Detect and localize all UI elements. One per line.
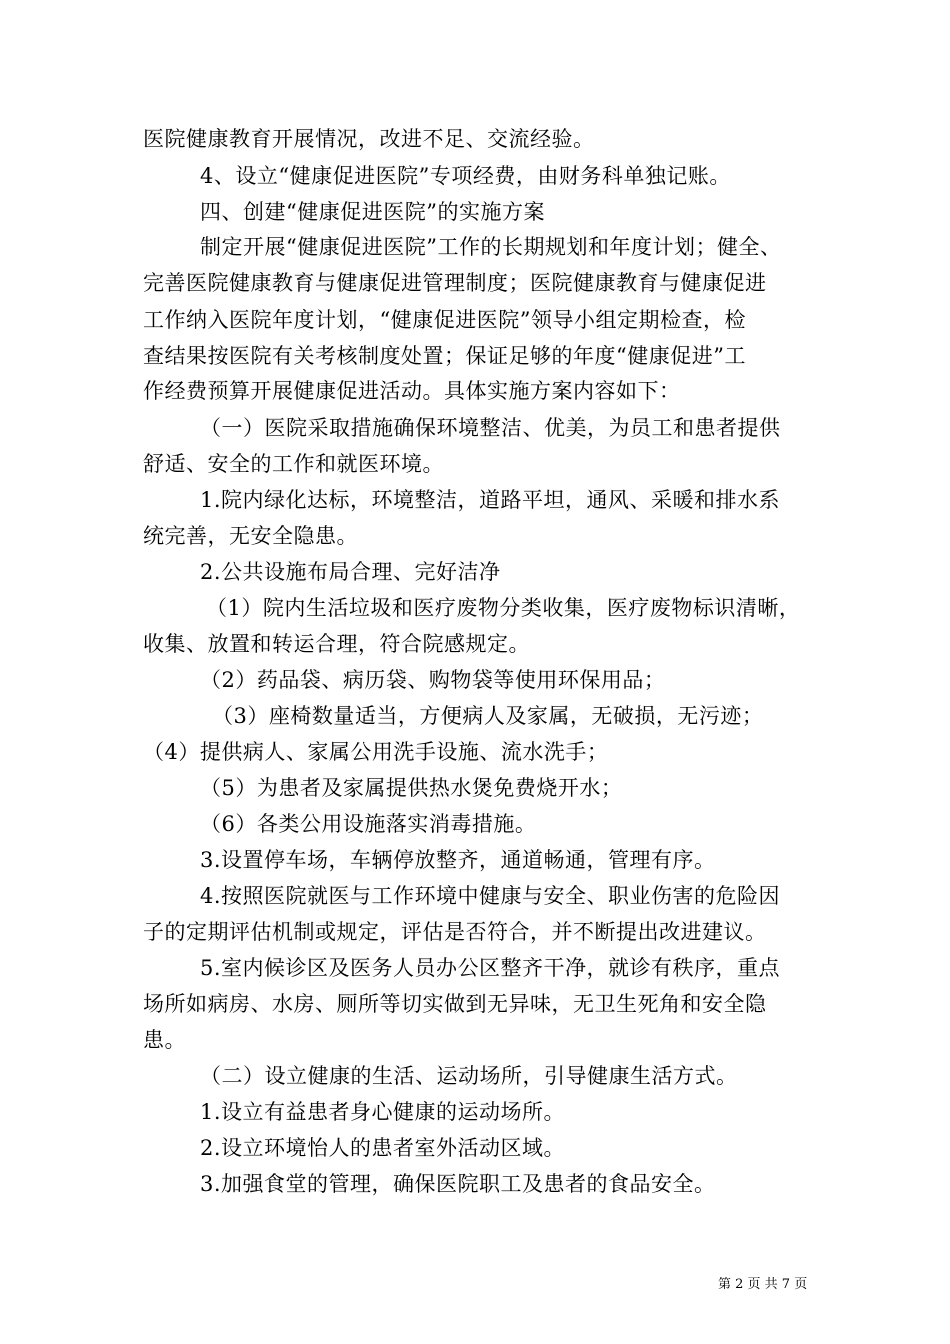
text-line: 舒适、安全的工作和就医环境。 <box>143 452 444 476</box>
text-line: 制定开展“健康促进医院”工作的长期规划和年度计划；健全、 <box>200 235 782 259</box>
text-line: 统完善，无安全隐患。 <box>143 524 358 548</box>
text-line: 医院健康教育开展情况，改进不足、交流经验。 <box>143 127 595 151</box>
text-line: （6）各类公用设施落实消毒措施。 <box>200 812 537 836</box>
text-line: （3）座椅数量适当，方便病人及家属，无破损，无污迹； <box>212 704 764 728</box>
subsection-heading: （一）医院采取措施确保环境整洁、优美，为员工和患者提供 <box>200 416 781 440</box>
text-line: 收集、放置和转运合理，符合院感规定。 <box>143 632 530 656</box>
text-line: （5）为患者及家属提供热水煲免费烧开水； <box>200 776 623 800</box>
text-line: 3.设置停车场，车辆停放整齐，通道畅通，管理有序。 <box>200 848 716 872</box>
text-line: 1.院内绿化达标，环境整洁，道路平坦，通风、采暖和排水系 <box>200 488 781 512</box>
text-line: 2.设立环境怡人的患者室外活动区域。 <box>200 1136 566 1160</box>
page-number: 第 2 页 共 7 页 <box>718 1277 808 1292</box>
text-line: （1）院内生活垃圾和医疗废物分类收集，医疗废物标识清晰， <box>206 596 801 620</box>
text-line: （2）药品袋、病历袋、购物袋等使用环保用品； <box>200 668 666 692</box>
text-line: 3.加强食堂的管理，确保医院职工及患者的食品安全。 <box>200 1172 716 1196</box>
text-line: 2.公共设施布局合理、完好洁净 <box>200 560 501 584</box>
text-line: （4）提供病人、家属公用洗手设施、流水洗手； <box>143 740 609 764</box>
section-heading: 四、创建“健康促进医院”的实施方案 <box>200 200 545 224</box>
text-line: 作经费预算开展健康促进活动。具体实施方案内容如下： <box>143 379 681 403</box>
text-line: 工作纳入医院年度计划，“健康促进医院”领导小组定期检查，检 <box>143 308 746 332</box>
text-line: 4.按照医院就医与工作环境中健康与安全、职业伤害的危险因 <box>200 884 781 908</box>
text-line: 患。 <box>143 1028 186 1052</box>
text-line: 子的定期评估机制或规定，评估是否符合，并不断提出改进建议。 <box>143 920 767 944</box>
text-line: 查结果按医院有关考核制度处置；保证足够的年度“健康促进”工 <box>143 344 746 368</box>
text-line: 1.设立有益患者身心健康的运动场所。 <box>200 1100 566 1124</box>
subsection-heading: （二）设立健康的生活、运动场所，引导健康生活方式。 <box>200 1064 738 1088</box>
text-line: 4、设立“健康促进医院”专项经费，由财务科单独记账。 <box>200 164 731 188</box>
text-line: 完善医院健康教育与健康促进管理制度；医院健康教育与健康促进 <box>143 271 767 295</box>
text-line: 场所如病房、水房、厕所等切实做到无异味，无卫生死角和安全隐 <box>143 992 767 1016</box>
text-line: 5.室内候诊区及医务人员办公区整齐干净，就诊有秩序，重点 <box>200 956 781 980</box>
